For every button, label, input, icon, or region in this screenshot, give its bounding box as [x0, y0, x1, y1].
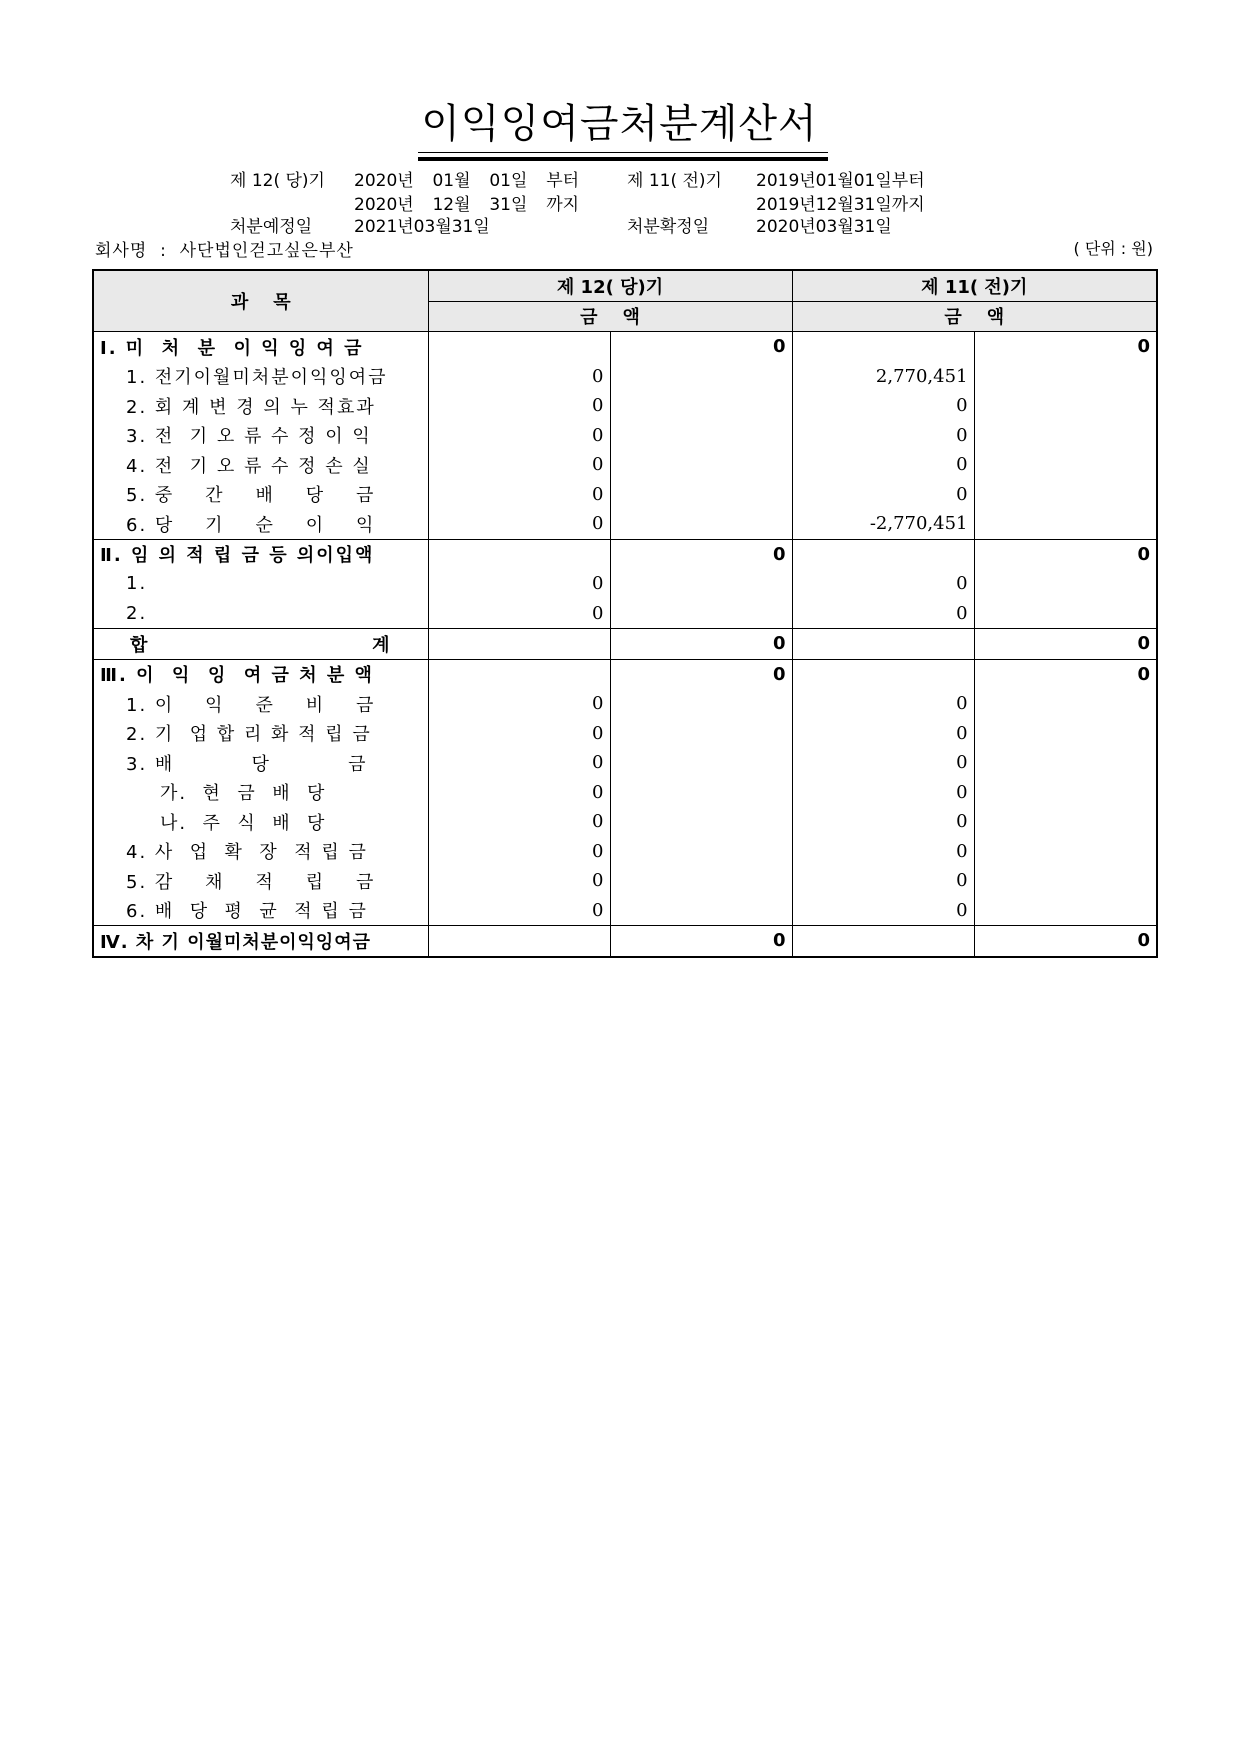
current-item-cell: 0: [428, 362, 610, 392]
row-label: 6. 배 당 평 균 적 립 금: [93, 896, 428, 926]
prior-disposal-date: 2020년03월31일: [756, 217, 892, 237]
table-header-row: [93, 270, 1157, 301]
current-total-cell: [610, 837, 792, 867]
prior-item-cell: [792, 659, 974, 689]
prior-total-cell: [974, 896, 1157, 926]
prior-item-cell: 0: [792, 391, 974, 421]
row-label: 6. 당 기 순 이 익: [93, 509, 428, 539]
prior-total-cell: [974, 778, 1157, 808]
prior-item-cell: -2,770,451: [792, 509, 974, 539]
prior-item-cell: [792, 332, 974, 362]
prior-item-cell: 0: [792, 569, 974, 599]
prior-item-cell: 0: [792, 837, 974, 867]
sum-row: [93, 629, 1157, 660]
prior-total-cell: [974, 837, 1157, 867]
current-item-cell: [428, 332, 610, 362]
current-total-cell: [610, 896, 792, 926]
prior-period-header: 제 11( 전)기: [792, 270, 1157, 301]
unit-label: ( 단위 : 원): [1073, 239, 1153, 258]
current-total-cell: 0: [610, 539, 792, 569]
prior-period-to: 2019년12월31일까지: [756, 195, 925, 215]
current-total-cell: [610, 748, 792, 778]
subject-header: 과 목: [93, 270, 428, 332]
sum-label-right: 계: [372, 634, 392, 656]
prior-item-cell: 0: [792, 719, 974, 749]
current-amount-header: 금 액: [428, 301, 792, 332]
prior-item-cell: 0: [792, 421, 974, 451]
prior-item-cell: 0: [792, 599, 974, 629]
prior-total-cell: 0: [974, 659, 1157, 689]
prior-total-cell: 0: [974, 539, 1157, 569]
prior-total-cell: [974, 599, 1157, 629]
current-total-cell: [610, 421, 792, 451]
title-underline-thick: [418, 157, 828, 161]
current-item-cell: 0: [428, 807, 610, 837]
prior-item-cell: 0: [792, 896, 974, 926]
current-item-cell: 0: [428, 719, 610, 749]
row-label: 1. 이 익 준 비 금: [93, 689, 428, 719]
current-disposal-label: 처분예정일: [230, 217, 313, 237]
table-row: [93, 362, 1157, 392]
current-total-cell: 0: [610, 629, 792, 660]
row-label: 나. 주 식 배 당: [93, 807, 428, 837]
row-label: 5. 감 채 적 립 금: [93, 866, 428, 896]
row-label: 4. 전 기 오 류 수 정 손 실: [93, 450, 428, 480]
current-total-cell: [610, 362, 792, 392]
prior-total-cell: [974, 807, 1157, 837]
row-label: 3. 배 당 금: [93, 748, 428, 778]
retained-earnings-table: [92, 269, 1158, 958]
table-row: [93, 719, 1157, 749]
table-row: [93, 837, 1157, 867]
prior-item-cell: 0: [792, 689, 974, 719]
table-row: [93, 480, 1157, 510]
prior-total-cell: [974, 362, 1157, 392]
table-row: [93, 778, 1157, 808]
current-item-cell: 0: [428, 866, 610, 896]
current-disposal-date: 2021년03월31일: [354, 217, 490, 237]
current-item-cell: 0: [428, 421, 610, 451]
prior-total-cell: 0: [974, 332, 1157, 362]
table-row: [93, 539, 1157, 569]
current-period-label: 제 12( 당)기: [230, 171, 325, 191]
row-label: Ⅲ. 이 익 잉 여 금 처 분 액: [93, 659, 428, 689]
prior-item-cell: 0: [792, 480, 974, 510]
current-period-from: 2020년 01월 01일 부터: [354, 171, 580, 191]
prior-item-cell: [792, 926, 974, 957]
current-item-cell: 0: [428, 509, 610, 539]
row-label: 1.: [93, 569, 428, 599]
table-row: [93, 450, 1157, 480]
company-name: 회사명 : 사단법인걷고싶은부산: [95, 241, 354, 261]
current-item-cell: [428, 539, 610, 569]
row-label: 1. 전기이월미처분이익잉여금: [93, 362, 428, 392]
prior-item-cell: [792, 539, 974, 569]
current-item-cell: [428, 659, 610, 689]
current-item-cell: [428, 926, 610, 957]
table-row: [93, 866, 1157, 896]
table-row: [93, 569, 1157, 599]
prior-item-cell: 2,770,451: [792, 362, 974, 392]
prior-total-cell: [974, 866, 1157, 896]
current-item-cell: 0: [428, 748, 610, 778]
current-total-cell: [610, 689, 792, 719]
row-label: 2.: [93, 599, 428, 629]
current-item-cell: 0: [428, 689, 610, 719]
current-item-cell: 0: [428, 599, 610, 629]
title-underline-thin: [418, 152, 828, 153]
table-row: [93, 748, 1157, 778]
prior-period-from: 2019년01월01일부터: [756, 171, 925, 191]
current-item-cell: 0: [428, 896, 610, 926]
current-item-cell: 0: [428, 391, 610, 421]
current-total-cell: 0: [610, 332, 792, 362]
table-row: [93, 896, 1157, 926]
table-row: [93, 659, 1157, 689]
document-title: 이익잉여금처분계산서: [421, 101, 818, 147]
current-item-cell: 0: [428, 837, 610, 867]
current-total-cell: [610, 807, 792, 837]
current-period-to: 2020년 12월 31일 까지: [354, 195, 580, 215]
row-label: [93, 629, 428, 660]
current-total-cell: 0: [610, 659, 792, 689]
prior-item-cell: 0: [792, 866, 974, 896]
current-item-cell: 0: [428, 450, 610, 480]
prior-total-cell: 0: [974, 629, 1157, 660]
prior-total-cell: [974, 391, 1157, 421]
prior-total-cell: [974, 748, 1157, 778]
row-label: 2. 회 계 변 경 의 누 적효과: [93, 391, 428, 421]
prior-total-cell: [974, 689, 1157, 719]
prior-total-cell: [974, 569, 1157, 599]
row-label: 4. 사 업 확 장 적 립 금: [93, 837, 428, 867]
prior-amount-header: 금 액: [792, 301, 1157, 332]
table-row: [93, 421, 1157, 451]
current-total-cell: [610, 778, 792, 808]
current-total-cell: [610, 480, 792, 510]
prior-item-cell: 0: [792, 778, 974, 808]
table-row: [93, 689, 1157, 719]
sum-label-left: 합: [130, 634, 150, 656]
current-total-cell: [610, 450, 792, 480]
prior-disposal-label: 처분확정일: [627, 217, 710, 237]
prior-item-cell: 0: [792, 807, 974, 837]
current-total-cell: [610, 391, 792, 421]
prior-item-cell: 0: [792, 748, 974, 778]
table-row: [93, 509, 1157, 539]
table-row: [93, 391, 1157, 421]
prior-total-cell: [974, 719, 1157, 749]
current-item-cell: [428, 629, 610, 660]
current-period-header: 제 12( 당)기: [428, 270, 792, 301]
prior-total-cell: [974, 480, 1157, 510]
current-total-cell: [610, 866, 792, 896]
row-label: Ⅰ. 미 처 분 이 익 잉 여 금: [93, 332, 428, 362]
row-label: Ⅱ. 임 의 적 립 금 등 의이입액: [93, 539, 428, 569]
current-total-cell: 0: [610, 926, 792, 957]
row-label: 5. 중 간 배 당 금: [93, 480, 428, 510]
current-item-cell: 0: [428, 480, 610, 510]
current-total-cell: [610, 509, 792, 539]
prior-item-cell: 0: [792, 450, 974, 480]
row-label: 가. 현 금 배 당: [93, 778, 428, 808]
current-item-cell: 0: [428, 569, 610, 599]
table-row: [93, 807, 1157, 837]
current-item-cell: 0: [428, 778, 610, 808]
prior-period-label: 제 11( 전)기: [627, 171, 722, 191]
current-total-cell: [610, 599, 792, 629]
table-row: [93, 599, 1157, 629]
prior-total-cell: [974, 421, 1157, 451]
current-total-cell: [610, 719, 792, 749]
table-row: [93, 332, 1157, 362]
prior-total-cell: 0: [974, 926, 1157, 957]
row-label: 3. 전 기 오 류 수 정 이 익: [93, 421, 428, 451]
prior-item-cell: [792, 629, 974, 660]
current-total-cell: [610, 569, 792, 599]
row-label: 2. 기 업 합 리 화 적 립 금: [93, 719, 428, 749]
row-label: Ⅳ. 차 기 이월미처분이익잉여금: [93, 926, 428, 957]
prior-total-cell: [974, 450, 1157, 480]
table-row: [93, 926, 1157, 957]
prior-total-cell: [974, 509, 1157, 539]
